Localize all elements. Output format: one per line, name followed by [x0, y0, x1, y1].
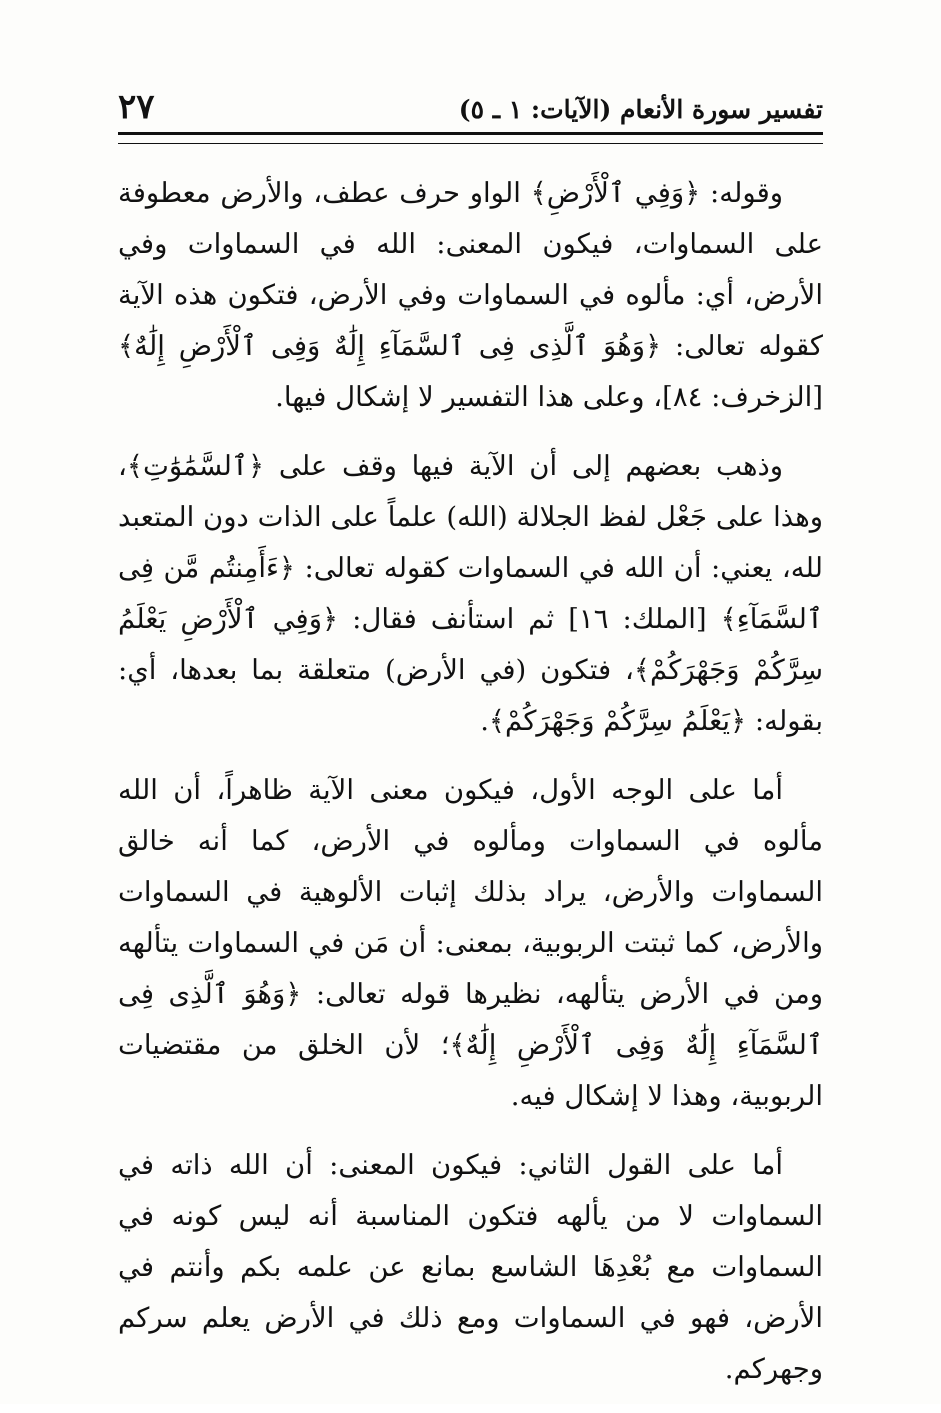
running-header: [118, 82, 823, 130]
paragraph-4: أما على القول الثاني: فيكون المعنى: أن الله ذاته في السماوات لا من يألهه فتكون المناسبة أنه ليس كونه في السماوات مع بُعْدِهَا الشاسع بمانع عن علمه بكم وأنتم في الأرض، فهو في السماوات ومع ذلك في الأرض يعلم سركم وجهركم.: [118, 1149, 823, 1385]
body-text: [118, 168, 823, 1413]
page-number: ٢٧: [118, 87, 155, 127]
header-title: تفسير سورة الأنعام (الآيات: ١ ـ ٥): [458, 95, 823, 124]
paragraph-3: أما على الوجه الأول، فيكون معنى الآية ظاهراً، أن الله مألوه في السماوات ومألوه في الأرض، كما أنه خالق السماوات والأرض، يراد بذلك إثبات الألوهية في السماوات والأرض، كما ثبتت الربوبية، بمعنى: أن مَن في السماوات يتألهه ومن في الأرض يتألهه، نظيرها قوله تعالى: ﴿وَهُوَ ٱلَّذِى فِى ٱلسَّمَآءِ إِلَٰهٌ وَفِى ٱلْأَرْضِ إِلَٰهٌ﴾؛ لأن الخلق من مقتضيات الربوبية، وهذا لا إشكال فيه.: [118, 774, 823, 1112]
paragraph-1: وقوله: ﴿وَفِي ٱلْأَرْضِ﴾ الواو حرف عطف، والأرض معطوفة على السماوات، فيكون المعنى: الله في السماوات وفي الأرض، أي: مألوه في السماوات وفي الأرض، فتكون هذه الآية كقوله تعالى: ﴿وَهُوَ ٱلَّذِى فِى ٱلسَّمَآءِ إِلَٰهٌ وَفِى ٱلْأَرْضِ إِلَٰهٌ﴾ [الزخرف: ٨٤]، وعلى هذا التفسير لا إشكال فيها.: [118, 177, 823, 413]
paragraph-2: وذهب بعضهم إلى أن الآية فيها وقف على ﴿ٱلسَّمَٰوَٰتِ﴾، وهذا على جَعْل لفظ الجلالة (الله) علماً على الذات دون المتعبد لله، يعني: أن الله في السماوات كقوله تعالى: ﴿ءَأَمِنتُم مَّن فِى ٱلسَّمَآءِ﴾ [الملك: ١٦] ثم استأنف فقال: ﴿وَفِي ٱلْأَرْضِ يَعْلَمُ سِرَّكُمْ وَجَهْرَكُمْ﴾، فتكون (في الأرض) متعلقة بما بعدها، أي: بقوله: ﴿يَعْلَمُ سِرَّكُمْ وَجَهْرَكُمْ﴾.: [118, 450, 823, 737]
header-rule: [118, 132, 823, 144]
